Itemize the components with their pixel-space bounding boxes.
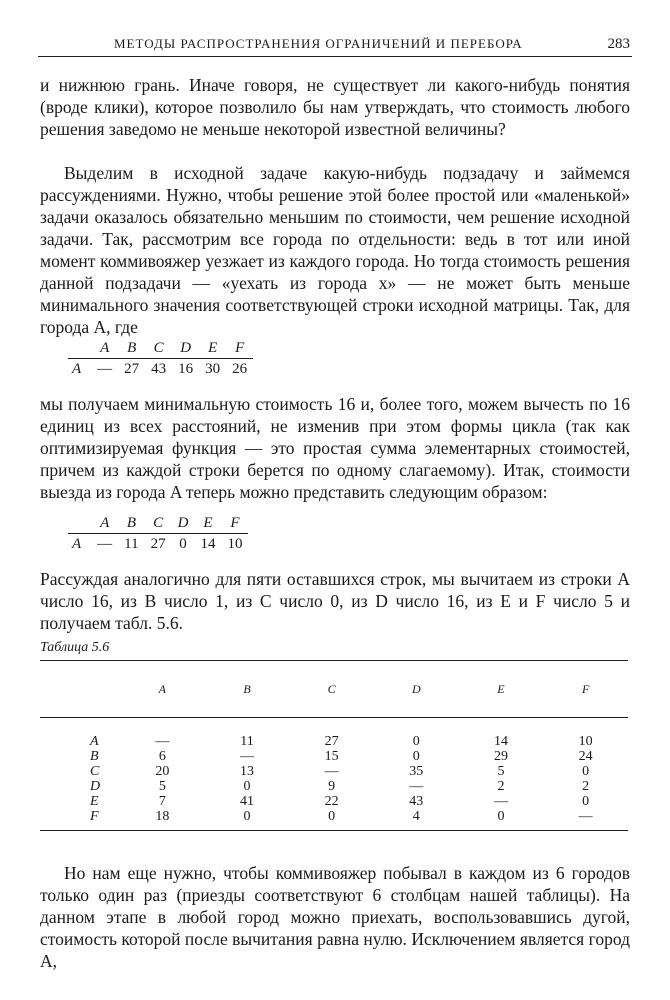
table-row [40, 779, 628, 794]
mini-cell: 30 [205, 361, 221, 377]
table-cell: 0 [459, 809, 544, 831]
table-cell: — [543, 809, 628, 831]
table-cell: 14 [493, 734, 508, 749]
mini-cell: 26 [232, 361, 248, 377]
table-cell: 24 [578, 749, 593, 764]
table-cell: — [324, 764, 339, 779]
table-cell: 4 [374, 809, 459, 831]
table-row [40, 764, 628, 779]
mini-table-city-a-original [68, 340, 253, 378]
table-col-header: F [543, 661, 628, 718]
mini-cell: 14 [200, 536, 216, 552]
table-cell: 10 [578, 734, 593, 749]
table-cell: 0 [412, 749, 420, 764]
table-cell: 0 [289, 809, 374, 831]
paragraph-3: мы получаем минимальную стоимость 16 и, более того, можем вычесть по 16 единиц из всех расстояний, не изменив при этом формы цикла (так как оптимизируемая функция — это простая сумма элементарных стоимостей, причем из каждой строки берется по одному слагаемому). Итак, стоимости выезда из города A теперь можно представить следующим образом: [40, 394, 630, 502]
paragraph-1: и нижнюю грань. Иначе говоря, не существует ли какого-нибудь понятия (вроде клики), которое позволило бы нам утверждать, что стоимость любого решения заведомо не меньше некоторой известной величины? [40, 75, 630, 139]
table-cell: — [409, 779, 424, 794]
mini-cell: 16 [178, 361, 194, 377]
table-corner [40, 661, 120, 718]
table-col-header: E [459, 661, 544, 718]
mini-cell: 11 [124, 536, 139, 552]
running-header [38, 30, 632, 57]
table-cell: 5 [497, 764, 505, 779]
table-cell: — [493, 794, 508, 809]
mini-corner [68, 340, 91, 359]
mini-cell: 10 [227, 536, 243, 552]
table-row-label: C [90, 764, 100, 779]
table-5-6 [40, 660, 628, 831]
table-cell: 0 [582, 764, 590, 779]
mini-col-header: C [145, 515, 172, 534]
mini-col-header: E [194, 515, 221, 534]
mini-col-header: D [172, 515, 195, 534]
mini-col-header: C [145, 340, 172, 359]
table-col-header: B [205, 661, 290, 718]
paragraph-4: Рассуждая аналогично для пяти оставшихся строк, мы вычитаем из строки A число 16, из B число 1, из C число 0, из D число 16, из E и F число 5 и получаем табл. 5.6. [40, 569, 630, 633]
table-spacer [40, 718, 628, 735]
table-row-label: D [90, 779, 101, 794]
table-col-header: A [120, 661, 205, 718]
table-cell: 13 [239, 764, 254, 779]
mini-row-label: A [72, 536, 82, 552]
table-cell: 7 [158, 794, 166, 809]
table-cell: 0 [205, 809, 290, 831]
mini-cell: 27 [124, 361, 140, 377]
mini-table-city-a-reduced [68, 515, 248, 553]
mini-cell: 43 [151, 361, 167, 377]
table-cell: 20 [155, 764, 170, 779]
table-cell: 15 [324, 749, 339, 764]
table-cell: 22 [324, 794, 339, 809]
table-cell: — [239, 749, 254, 764]
paragraph-5: Но нам еще нужно, чтобы коммивояжер побывал в каждом из 6 городов только один раз (приезды соответствуют 6 столбцам нашей таблицы). На данном этапе в любой город можно приехать, воспользовавшись дугой, стоимость которой после вычитания равна нулю. Исключением является город A, [40, 863, 630, 971]
table-cell: 2 [497, 779, 505, 794]
mini-col-header: F [226, 340, 253, 359]
table-cell: 5 [158, 779, 166, 794]
table-cell: 0 [243, 779, 251, 794]
table-cell: 9 [328, 779, 336, 794]
table-row [40, 734, 628, 749]
table-col-header: D [374, 661, 459, 718]
table-cell: 0 [412, 734, 420, 749]
table-cell: — [155, 734, 170, 749]
mini-col-header: D [172, 340, 199, 359]
mini-cell: — [97, 536, 113, 552]
header-title: МЕТОДЫ РАСПРОСТРАНЕНИЯ ОГРАНИЧЕНИЙ И ПЕРЕБОРА [114, 36, 523, 51]
table-cell: 18 [120, 809, 205, 831]
table-col-header: C [289, 661, 374, 718]
table-cell: 6 [158, 749, 166, 764]
table-cell: 11 [240, 734, 254, 749]
page-number: 283 [607, 36, 630, 52]
table-row-label: E [90, 794, 99, 809]
mini-col-header: B [118, 340, 145, 359]
mini-cell: 27 [150, 536, 166, 552]
mini-col-header: F [221, 515, 248, 534]
table-row-label: B [90, 749, 99, 764]
mini-cell: 0 [179, 536, 187, 552]
mini-col-header: A [91, 515, 118, 534]
table-cell: 35 [409, 764, 424, 779]
table-cell: 41 [239, 794, 254, 809]
table-row-label: F [40, 809, 120, 831]
mini-row-label: A [72, 361, 82, 377]
mini-col-header: B [118, 515, 144, 534]
table-cell: 2 [582, 779, 590, 794]
table-row-label: A [90, 734, 99, 749]
table-cell: 29 [493, 749, 508, 764]
mini-cell: — [97, 361, 113, 377]
paragraph-2: Выделим в исходной задаче какую-нибудь подзадачу и займемся рассуждениями. Нужно, чтобы решение этой более простой или «маленькой» задачи оказалось обязательно меньшим по стоимости, чем решение исходной задачи. Так, рассмотрим все города по отдельности: ведь в тот или иной момент коммивояжер уезжает из каждого города. Но тогда стоимость решения данной подзадачи — «уехать из города x» — не может быть меньше минимального значения соответствующей строки исходной матрицы. Так, для города A, где [40, 163, 630, 337]
table-cell: 27 [324, 734, 339, 749]
table-cell: 0 [582, 794, 590, 809]
table-cell: 43 [409, 794, 424, 809]
mini-col-header: A [91, 340, 118, 359]
table-row [40, 794, 628, 809]
mini-col-header: E [199, 340, 226, 359]
table-row [40, 809, 628, 831]
table-row [40, 749, 628, 764]
table-caption: Таблица 5.6 [40, 640, 110, 655]
mini-corner [68, 515, 91, 534]
